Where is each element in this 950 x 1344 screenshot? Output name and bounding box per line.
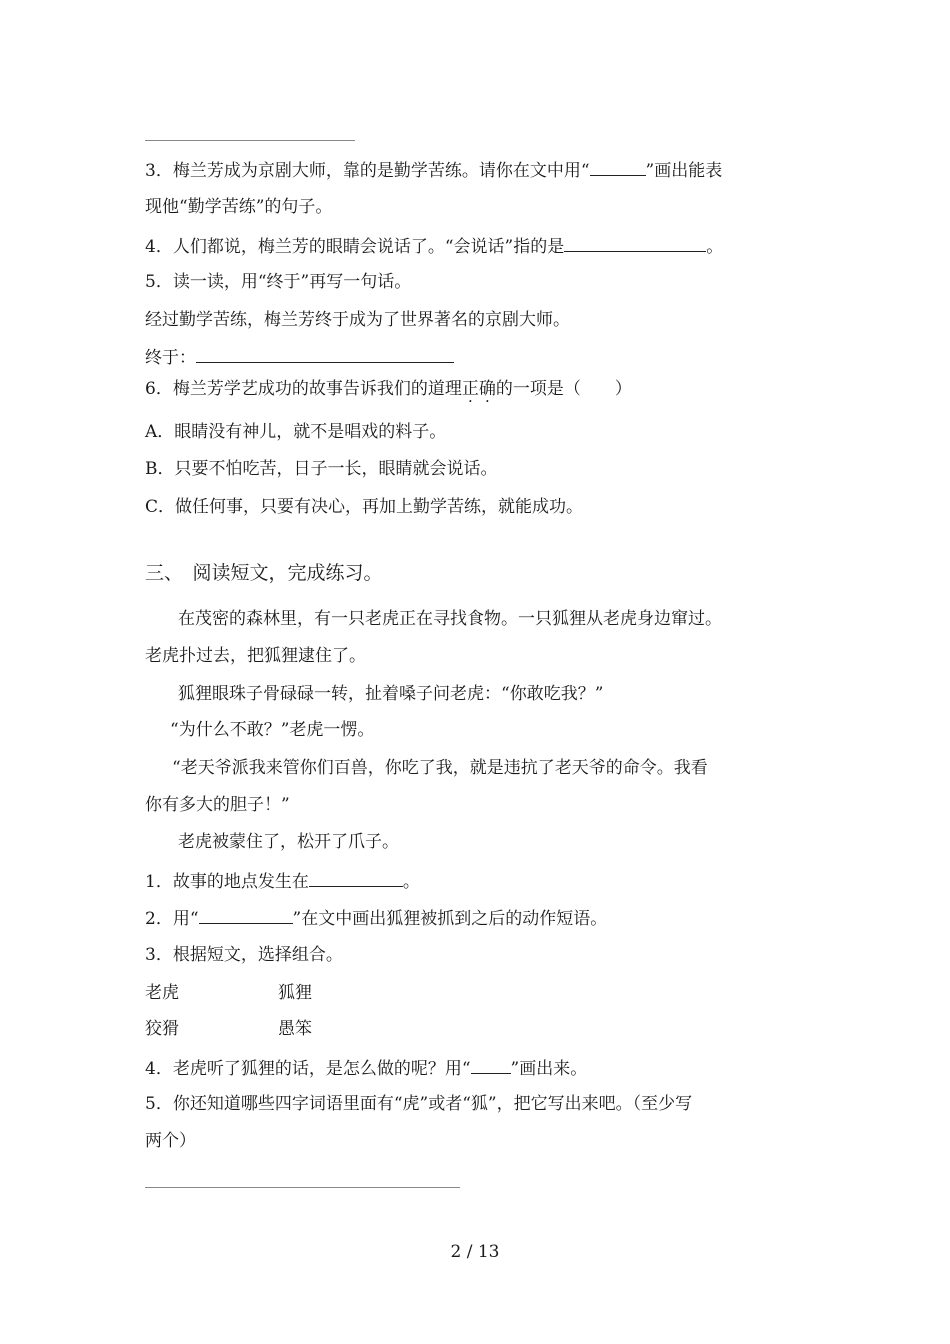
passage-p5: 老虎被蒙住了，松开了爪子。	[178, 832, 399, 852]
underline-sample	[471, 1056, 511, 1074]
question-5-answer: 终于：	[145, 345, 454, 369]
option-a: A．眼睛没有神儿，就不是唱戏的料子。	[145, 422, 447, 442]
question-3-line-2: 现他“勤学苦练”的句子。	[145, 197, 333, 217]
passage-p1-line-2: 老虎扑过去，把狐狸逮住了。	[145, 646, 366, 666]
answer-line-bottom[interactable]	[145, 1187, 460, 1188]
question-6: 6．梅兰芳学艺成功的故事告诉我们的道理正确的一项是（ ）	[145, 379, 632, 399]
reading-question-2: 2．用“ ”在文中画出狐狸被抓到之后的动作短语。	[145, 906, 607, 930]
answer-line-top	[145, 140, 355, 141]
match-left-1[interactable]: 老虎	[145, 983, 179, 1003]
question-3-line-1: 3．梅兰芳成为京剧大师，靠的是勤学苦练。请你在文中用“ ”画出能表	[145, 158, 722, 182]
answer-blank[interactable]	[196, 345, 454, 363]
reading-question-5-line-1: 5．你还知道哪些四字词语里面有“虎”或者“狐”，把它写出来吧。（至少写	[145, 1094, 693, 1114]
question-4: 4．人们都说，梅兰芳的眼睛会说话了。“会说话”指的是 。	[145, 234, 723, 258]
question-5: 5．读一读，用“终于”再写一句话。	[145, 272, 412, 292]
option-b: B．只要不怕吃苦，日子一长，眼睛就会说话。	[145, 459, 498, 479]
emphasis-char: 正	[461, 379, 479, 399]
answer-blank[interactable]	[564, 234, 706, 252]
reading-question-5-line-2: 两个）	[145, 1131, 196, 1151]
match-row-2	[145, 1018, 179, 1040]
page-number: 2 / 13	[450, 1242, 500, 1262]
passage-p3: “为什么不敢？”老虎一愣。	[170, 720, 375, 740]
match-right-2[interactable]: 愚笨	[278, 1019, 312, 1039]
underline-sample	[199, 906, 293, 924]
section-3-title: 三、 阅读短文，完成练习。	[145, 562, 383, 584]
option-c: C．做任何事，只要有决心，再加上勤学苦练，就能成功。	[145, 497, 584, 517]
passage-p1-line-1: 在茂密的森林里，有一只老虎正在寻找食物。一只狐狸从老虎身边窜过。	[178, 609, 722, 629]
match-right-1[interactable]: 狐狸	[278, 983, 312, 1003]
match-left-2[interactable]: 狡猾	[145, 1019, 179, 1039]
emphasis-char: 确	[478, 379, 496, 399]
match-row-1	[145, 982, 179, 1004]
reading-question-3: 3．根据短文，选择组合。	[145, 945, 343, 965]
passage-p2: 狐狸眼珠子骨碌碌一转，扯着嗓子问老虎：“你敢吃我？”	[178, 684, 604, 704]
answer-blank[interactable]	[309, 869, 403, 887]
question-5-example: 经过勤学苦练，梅兰芳终于成为了世界著名的京剧大师。	[145, 310, 570, 330]
underline-sample	[590, 158, 646, 176]
passage-p4-line-1: “老天爷派我来管你们百兽，你吃了我，就是违抗了老天爷的命令。我看	[172, 758, 708, 778]
reading-question-1: 1．故事的地点发生在 。	[145, 869, 420, 893]
reading-question-4: 4．老虎听了狐狸的话，是怎么做的呢？用“ ”画出来。	[145, 1056, 587, 1080]
passage-p4-line-2: 你有多大的胆子！”	[145, 795, 290, 815]
